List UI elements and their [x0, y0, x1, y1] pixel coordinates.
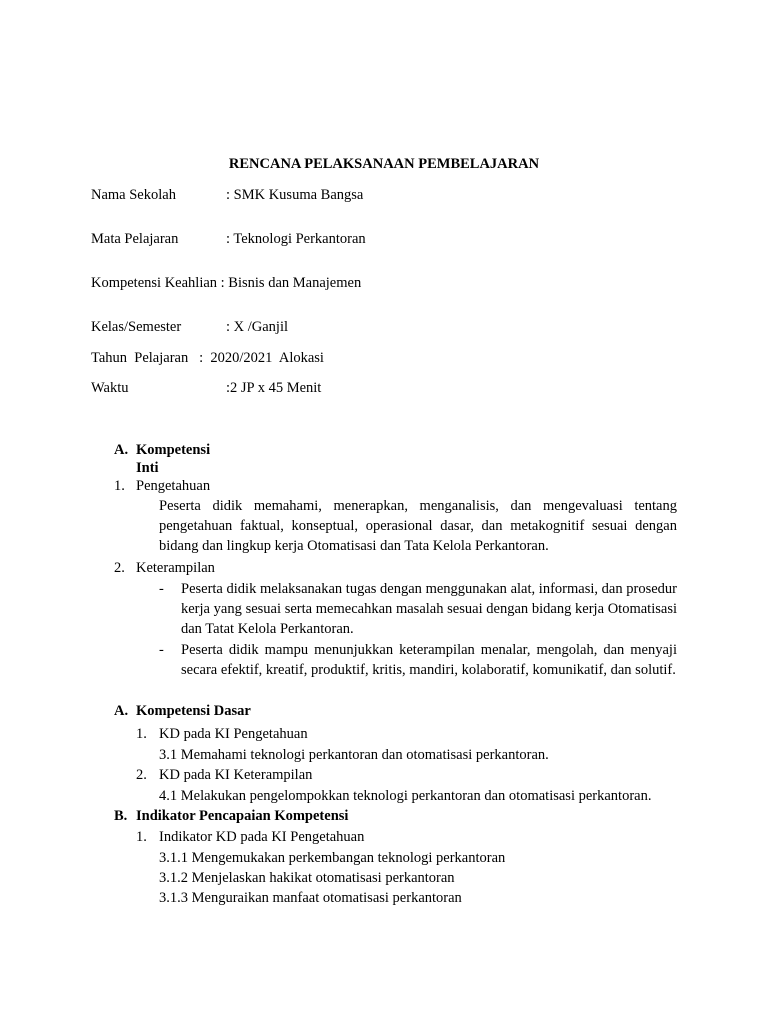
bullet-marker: -: [159, 581, 164, 597]
list-item-kd-keterampilan: KD pada KI Keterampilan: [159, 767, 313, 783]
paragraph-pengetahuan: Peserta didik memahami, menerapkan, menganalisis, dan mengevaluasi tentang pengetahuan faktual, konseptual, operasional dasar, dan metakognitif sesuai dengan bidang dan lingkup kerja Otomatisasi dan Tata Kelola Perkantoran.: [159, 498, 677, 554]
kelas-semester-value: : X /Ganjil: [226, 319, 289, 335]
kd-sub-item: 3.1 Memahami teknologi perkantoran dan otomatisasi perkantoran.: [159, 747, 549, 763]
mata-pelajaran-label: Mata Pelajaran: [91, 231, 179, 247]
list-item-kd-pengetahuan: KD pada KI Pengetahuan: [159, 726, 308, 742]
bullet-text: Peserta didik melaksanakan tugas dengan menggunakan alat, informasi, dan prosedur kerja yang sesuai serta memecahkan masalah sesuai dengan bidang kerja Otomatisasi dan Tatat Kelola Perkantoran.: [181, 581, 677, 637]
section-marker: A.: [114, 442, 129, 458]
mata-pelajaran-value: : Teknologi Perkantoran: [226, 231, 366, 247]
ipk-sub-item: 3.1.1 Mengemukakan perkembangan teknologi perkantoran: [159, 850, 506, 866]
kompetensi-keahlian-line: Kompetensi Keahlian : Bisnis dan Manajemen: [91, 275, 362, 291]
kelas-semester-label: Kelas/Semester: [91, 319, 182, 335]
section-heading-ki: Kompetensi: [136, 442, 211, 458]
list-item-keterampilan: Keterampilan: [136, 560, 215, 576]
bullet-marker: -: [159, 642, 164, 658]
list-item-ipk-pengetahuan: Indikator KD pada KI Pengetahuan: [159, 829, 365, 845]
ipk-sub-item: 3.1.3 Menguraikan manfaat otomatisasi perkantoran: [159, 890, 462, 906]
nama-sekolah-label: Nama Sekolah: [91, 187, 176, 203]
list-item-pengetahuan: Pengetahuan: [136, 478, 211, 494]
list-marker: 2.: [136, 767, 147, 783]
waktu-label: Waktu: [91, 380, 129, 396]
list-marker: 1.: [136, 726, 147, 742]
section-heading-ki-cont: Inti: [136, 460, 159, 476]
section-heading-ipk: Indikator Pencapaian Kompetensi: [136, 808, 349, 824]
list-marker: 1.: [136, 829, 147, 845]
bullet-text: Peserta didik mampu menunjukkan keterampilan menalar, mengolah, dan menyaji secara efektif, kreatif, produktif, kritis, mandiri, kolaboratif, komunikatif, dan solutif.: [181, 642, 677, 678]
section-marker: A.: [114, 703, 129, 719]
waktu-value: :2 JP x 45 Menit: [226, 380, 322, 396]
ipk-sub-item: 3.1.2 Menjelaskan hakikat otomatisasi perkantoran: [159, 870, 455, 886]
nama-sekolah-value: : SMK Kusuma Bangsa: [226, 187, 364, 203]
kd-sub-item: 4.1 Melakukan pengelompokkan teknologi perkantoran dan otomatisasi perkantoran.: [159, 788, 652, 804]
section-heading-kd: Kompetensi Dasar: [136, 703, 251, 719]
document-title: RENCANA PELAKSANAAN PEMBELAJARAN: [228, 156, 540, 172]
list-marker: 2.: [114, 560, 125, 576]
tahun-pelajaran-line: Tahun Pelajaran : 2020/2021 Alokasi: [91, 350, 324, 366]
section-marker: B.: [114, 808, 128, 824]
list-marker: 1.: [114, 478, 125, 494]
